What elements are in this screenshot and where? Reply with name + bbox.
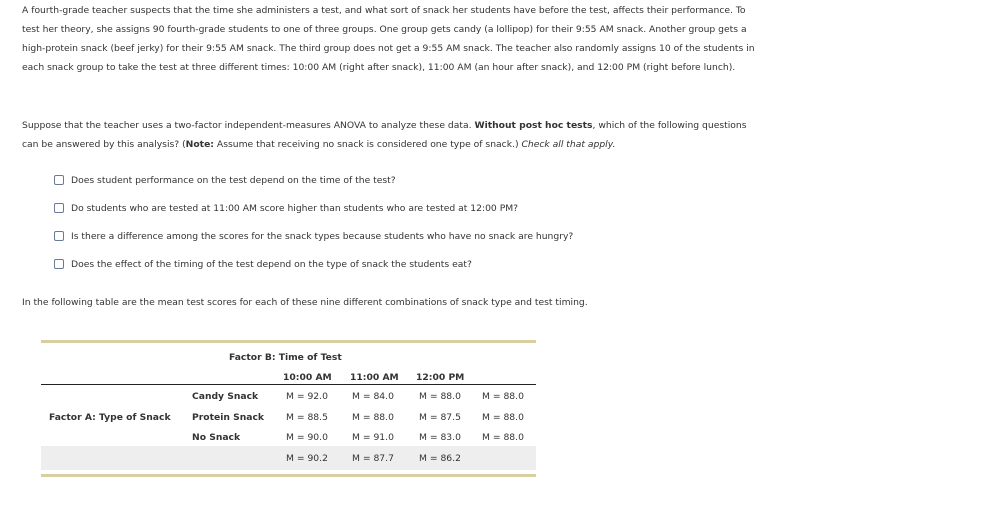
cell-candy-1100: M = 84.0 [352, 391, 394, 402]
factor-b-label: Factor B: Time of Test [229, 352, 342, 363]
cell-candy-1200: M = 88.0 [419, 391, 461, 402]
header-divider [41, 384, 536, 385]
checkbox[interactable] [54, 203, 64, 213]
column-header-1100: 11:00 AM [350, 372, 399, 383]
option-label[interactable]: Does student performance on the test depend on the time of the test? [71, 174, 396, 186]
question-note-label: Note: [185, 139, 214, 150]
row-label-no-snack: No Snack [192, 432, 241, 443]
factor-a-label: Factor A: Type of Snack [49, 412, 171, 423]
question-text-start: Suppose that the teacher uses a two-factor independent-measures ANOVA to analyze these data. [22, 120, 475, 131]
column-mean-1200: M = 86.2 [419, 453, 461, 464]
table-bottom-rule [41, 474, 536, 477]
checkbox[interactable] [54, 175, 64, 185]
cell-protein-1000: M = 88.5 [286, 412, 328, 423]
checkbox[interactable] [54, 259, 64, 269]
column-header-1200: 12:00 PM [416, 372, 465, 383]
question-paragraph [22, 116, 762, 154]
row-mean-no-snack: M = 88.0 [482, 432, 524, 443]
cell-protein-1100: M = 88.0 [352, 412, 394, 423]
question-bold-emphasis: Without post hoc tests [474, 120, 593, 131]
cell-protein-1200: M = 87.5 [419, 412, 461, 423]
row-label-candy: Candy Snack [192, 391, 259, 402]
intro-paragraph: A fourth-grade teacher suspects that the time she administers a test, and what sort of snack her students have before the test, affects their performance. To test her theory, she assigns 90 fourth-grade students to one of three groups. One group gets candy (a lollipop) for their 9:55 AM snack. Another group gets a high-protein snack (beef jerky) for their 9:55 AM snack. The third group does not get a 9:55 AM snack. The teacher also randomly assigns 10 of the students in each snack group to take the test at three different times: 10:00 AM (right after snack), 11:00 AM (an hour after snack), and 12:00 PM (right before lunch). [22, 5, 755, 73]
row-mean-candy: M = 88.0 [482, 391, 524, 402]
option-time-of-test[interactable] [54, 166, 573, 194]
answer-options [54, 166, 573, 278]
option-1100-vs-1200[interactable] [54, 194, 573, 222]
row-mean-protein: M = 88.0 [482, 412, 524, 423]
option-snack-hungry[interactable] [54, 222, 573, 250]
column-header-1000: 10:00 AM [283, 372, 332, 383]
question-text-middle: , which of the following questions can be answered by this analysis? ( [22, 120, 747, 150]
question-instruction: Check all that apply. [521, 139, 616, 150]
option-label[interactable]: Do students who are tested at 11:00 AM score higher than students who are tested at 12:00 PM? [71, 202, 519, 214]
column-mean-1000: M = 90.2 [286, 453, 328, 464]
table-intro-text: In the following table are the mean test scores for each of these nine different combinations of snack type and test timing. [22, 297, 588, 308]
row-label-protein: Protein Snack [192, 412, 265, 423]
checkbox[interactable] [54, 231, 64, 241]
cell-nosnack-1100: M = 91.0 [352, 432, 394, 443]
table-top-rule [41, 340, 536, 343]
column-mean-1100: M = 87.7 [352, 453, 394, 464]
option-label[interactable]: Is there a difference among the scores for the snack types because students who have no snack are hungry? [71, 230, 574, 242]
option-label[interactable]: Does the effect of the timing of the test depend on the type of snack the students eat? [71, 258, 472, 270]
cell-nosnack-1000: M = 90.0 [286, 432, 328, 443]
option-interaction[interactable] [54, 250, 573, 278]
cell-nosnack-1200: M = 83.0 [419, 432, 461, 443]
cell-candy-1000: M = 92.0 [286, 391, 328, 402]
means-table [41, 340, 536, 477]
question-text-end: Assume that receiving no snack is considered one type of snack.) [213, 139, 522, 150]
